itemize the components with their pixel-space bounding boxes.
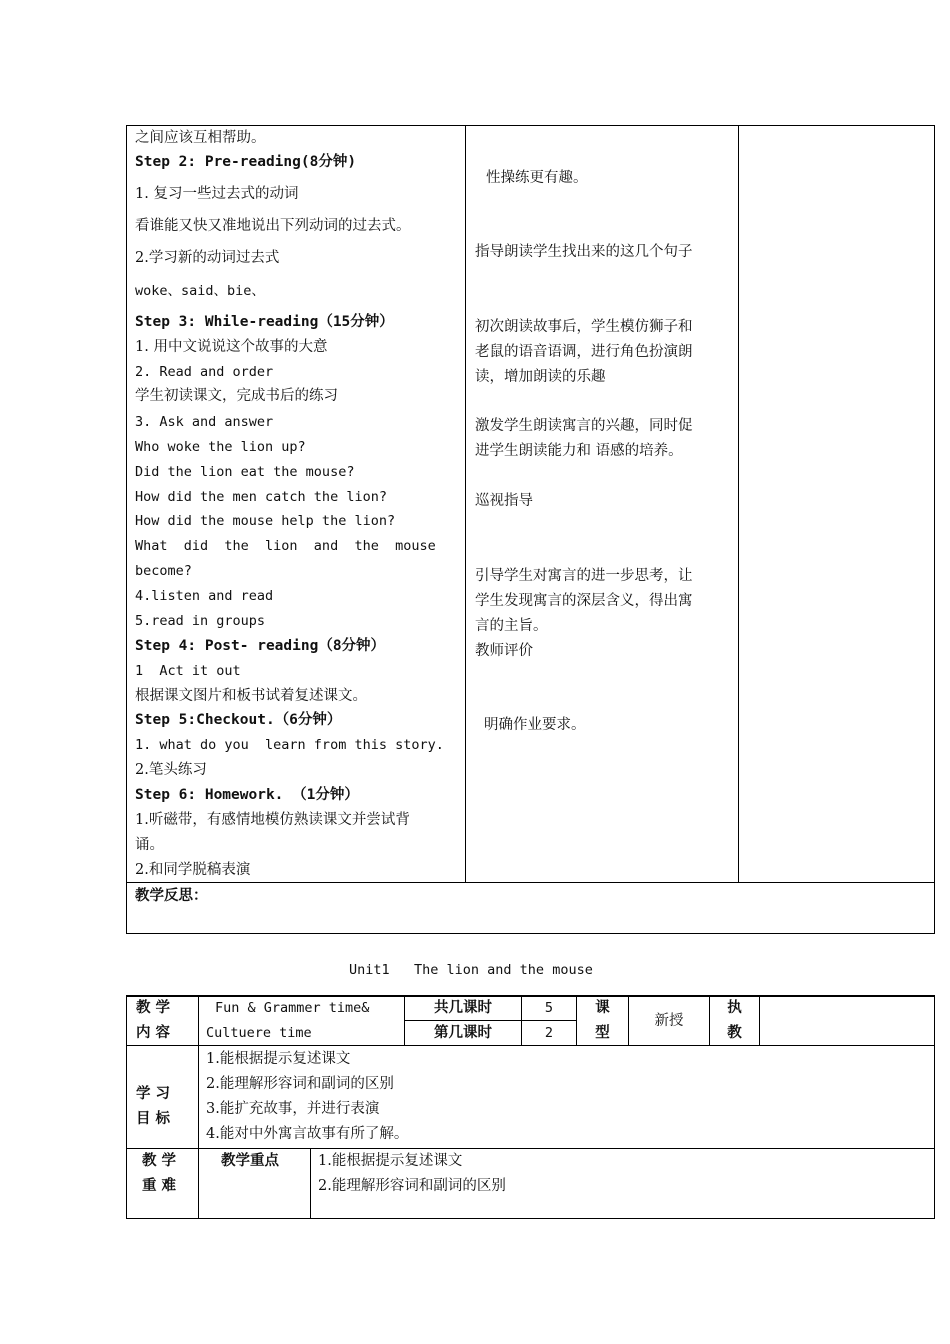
question-text: What did the lion and the mouse (135, 538, 436, 554)
table-border (934, 125, 935, 934)
step-text: 2. Read and order (135, 364, 274, 380)
total-periods-label: 共几课时 (434, 999, 492, 1016)
step-text: 1. what do you learn from this story. (135, 737, 444, 753)
intent-text: 读，增加朗读的乐趣 (475, 369, 606, 385)
table-border (198, 995, 199, 1219)
step-text: woke、said、bie、 (135, 283, 265, 299)
period-value: 2 (544, 1025, 554, 1041)
table-border (126, 882, 935, 883)
content-value: Fun & Grammer time& (215, 1000, 370, 1016)
step-heading: Step 5:Checkout.（6分钟） (135, 712, 342, 728)
table-border (126, 1045, 935, 1046)
step-text: 诵。 (135, 837, 164, 853)
goal-item: 1.能根据提示复述课文 (206, 1051, 351, 1067)
content-label: 教 学 (136, 999, 171, 1016)
step-text: 2.和同学脱稿表演 (135, 862, 251, 878)
table-border (126, 125, 935, 126)
table-border (126, 933, 935, 934)
total-periods-value: 5 (544, 1000, 554, 1016)
content-value: Cultuere time (206, 1025, 312, 1041)
type-value: 新授 (654, 1013, 684, 1029)
key-points-label: 教学重点 (221, 1152, 279, 1169)
intent-text: 性操练更有趣。 (486, 170, 588, 186)
intent-text: 教师评价 (475, 643, 533, 659)
key-label: 重 难 (142, 1177, 177, 1194)
step-text: 1. 复习一些过去式的动词 (135, 186, 299, 202)
step-text: 1.听磁带，有感情地模仿熟读课文并尝试背 (135, 812, 410, 828)
step-text: 2.学习新的动词过去式 (135, 250, 280, 266)
step-heading: Step 4: Post- reading（8分钟） (135, 638, 386, 654)
table-border (310, 1148, 311, 1219)
step-heading: Step 2: Pre-reading(8分钟) (135, 154, 357, 170)
intent-text: 学生发现寓言的深层含义，得出寓 (475, 593, 693, 609)
table-border (126, 1218, 935, 1219)
question-text: How did the mouse help the lion? (135, 513, 396, 529)
step-text: 2.笔头练习 (135, 762, 207, 778)
table-border (738, 125, 739, 883)
period-label: 第几课时 (434, 1024, 492, 1041)
reflection-label: 教学反思： (135, 887, 208, 904)
table-border (126, 996, 935, 997)
step-text: 4.listen and read (135, 588, 274, 604)
step-text: 看谁能又快又准地说出下列动词的过去式。 (135, 218, 411, 234)
unit-title: Unit1 The lion and the mouse (349, 962, 593, 978)
goals-label: 学 习 (136, 1085, 171, 1102)
key-point-item: 2.能理解形容词和副词的区别 (318, 1178, 506, 1194)
goal-item: 4.能对中外寓言故事有所了解。 (206, 1126, 409, 1142)
step-text: 3. Ask and answer (135, 414, 274, 430)
intent-text: 指导朗读学生找出来的这几个句子 (475, 244, 693, 260)
type-label: 型 (595, 1024, 610, 1041)
table-border (126, 125, 127, 934)
step-text: 根据课文图片和板书试着复述课文。 (135, 688, 367, 704)
question-text: become? (135, 563, 192, 579)
intent-text: 进学生朗读能力和 语感的培养。 (475, 443, 683, 459)
intent-text: 引导学生对寓言的进一步思考，让 (475, 568, 693, 584)
step-heading: Step 6: Homework. （1分钟） (135, 787, 359, 803)
intent-text: 明确作业要求。 (484, 717, 586, 733)
table-border (465, 125, 466, 883)
goals-label: 目 标 (136, 1110, 171, 1127)
step-text: 学生初读课文，完成书后的练习 (135, 388, 338, 404)
goal-item: 3.能扩充故事，并进行表演 (206, 1101, 380, 1117)
key-label: 教 学 (142, 1152, 177, 1169)
table-border (759, 995, 760, 1046)
step-heading: Step 3: While-reading（15分钟） (135, 314, 394, 330)
goal-item: 2.能理解形容词和副词的区别 (206, 1076, 394, 1092)
question-text: Who woke the lion up? (135, 439, 306, 455)
content-label: 内 容 (136, 1024, 171, 1041)
teacher-label: 执 (727, 999, 742, 1016)
table-border (934, 995, 935, 1219)
question-text: How did the men catch the lion? (135, 489, 387, 505)
intent-text: 巡视指导 (475, 493, 533, 509)
teacher-label: 教 (727, 1024, 742, 1041)
question-text: Did the lion eat the mouse? (135, 464, 355, 480)
table-border (126, 995, 127, 1219)
table-border (404, 1020, 577, 1021)
intent-text: 言的主旨。 (475, 618, 548, 634)
step-text: 1. 用中文说说这个故事的大意 (135, 339, 328, 355)
intent-text: 老鼠的语音语调，进行角色扮演朗 (475, 344, 693, 360)
step-text: 1 Act it out (135, 663, 241, 679)
table-border (126, 1148, 935, 1149)
type-label: 课 (595, 999, 610, 1016)
intent-text: 初次朗读故事后，学生模仿狮子和 (475, 319, 693, 335)
step-text: 5.read in groups (135, 613, 266, 629)
step-text: 之间应该互相帮助。 (135, 130, 266, 146)
intent-text: 激发学生朗读寓言的兴趣，同时促 (475, 418, 693, 434)
key-point-item: 1.能根据提示复述课文 (318, 1153, 463, 1169)
